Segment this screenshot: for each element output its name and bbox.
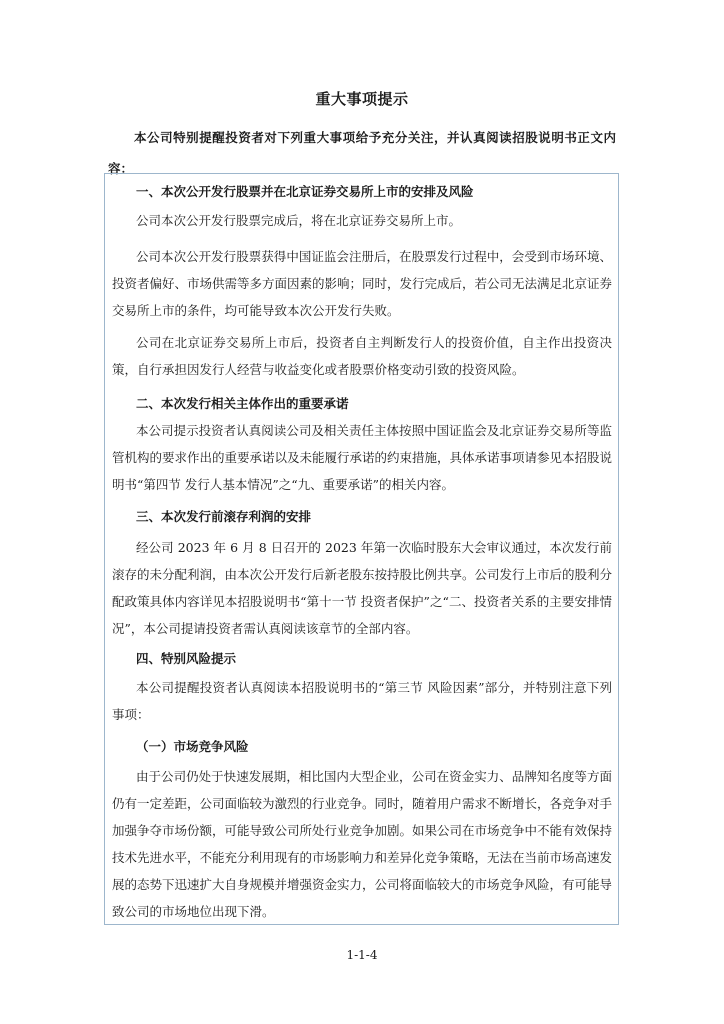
section-heading-4: 四、特别风险提示 <box>136 651 237 666</box>
intro-paragraph: 本公司特别提醒投资者对下列重大事项给予充分关注，并认真阅读招股说明书正文内容： <box>108 130 616 176</box>
page-title: 重大事项提示 <box>315 90 409 108</box>
section-4-paragraph-1: 本公司提醒投资者认真阅读本招股说明书的“第三节 风险因素”部分，并特别注意下列事项： <box>112 680 612 722</box>
page-number: 1-1-4 <box>346 948 378 962</box>
section-1-paragraph-1: 公司本次公开发行股票完成后，将在北京证券交易所上市。 <box>136 213 462 228</box>
section-1-paragraph-3: 公司在北京证券交易所上市后，投资者自主判断发行人的投资价值，自主作出投资决策，自行承担因发行人经营与收益变化或者股票价格变动引致的投资风险。 <box>112 335 612 377</box>
section-heading-2: 二、本次发行相关主体作出的重要承诺 <box>136 396 349 411</box>
section-heading-1: 一、本次公开发行股票并在北京证券交易所上市的安排及风险 <box>136 184 474 199</box>
section-2-paragraph-1: 本公司提示投资者认真阅读公司及相关责任主体按照中国证监会及北京证券交易所等监管机构的要求作出的重要承诺以及未能履行承诺的约束措施，具体承诺事项请参见本招股说明书“第四节 发行人基本情况”之“九、重要承诺”的相关内容。 <box>112 423 613 492</box>
subsection-heading-market-competition: （一）市场竞争风险 <box>136 739 249 754</box>
section-heading-3: 三、本次发行前滚存利润的安排 <box>136 509 312 524</box>
subsection-paragraph-market-competition: 由于公司仍处于快速发展期，相比国内大型企业，公司在资金实力、品牌知名度等方面仍有一定差距，公司面临较为激烈的行业竞争。同时，随着用户需求不断增长，各竞争对手加强争夺市场份额，可能导致公司所处行业竞争加剧。如果公司在市场竞争中不能有效保持技术先进水平，不能充分利用现有的市场影响力和差异化竞争策略，无法在当前市场高速发展的态势下迅速扩大自身规模并增强资金实力，公司将面临较大的市场竞争风险，有可能导致公司的市场地位出现下滑。 <box>112 769 613 919</box>
section-1-paragraph-2: 公司本次公开发行股票获得中国证监会注册后，在股票发行过程中，会受到市场环境、投资者偏好、市场供需等多方面因素的影响；同时，发行完成后，若公司无法满足北京证券交易所上市的条件，均可能导致本次公开发行失败。 <box>112 249 613 318</box>
section-3-paragraph-1: 经公司 2023 年 6 月 8 日召开的 2023 年第一次临时股东大会审议通过，本次发行前滚存的未分配利润，由本次公开发行后新老股东按持股比例共享。公司发行上市后的股利分配政策具体内容详见本招股说明书“第十一节 投资者保护”之“二、投资者关系的主要安排情况”，本公司提请投资者需认真阅读该章节的全部内容。 <box>112 540 613 636</box>
